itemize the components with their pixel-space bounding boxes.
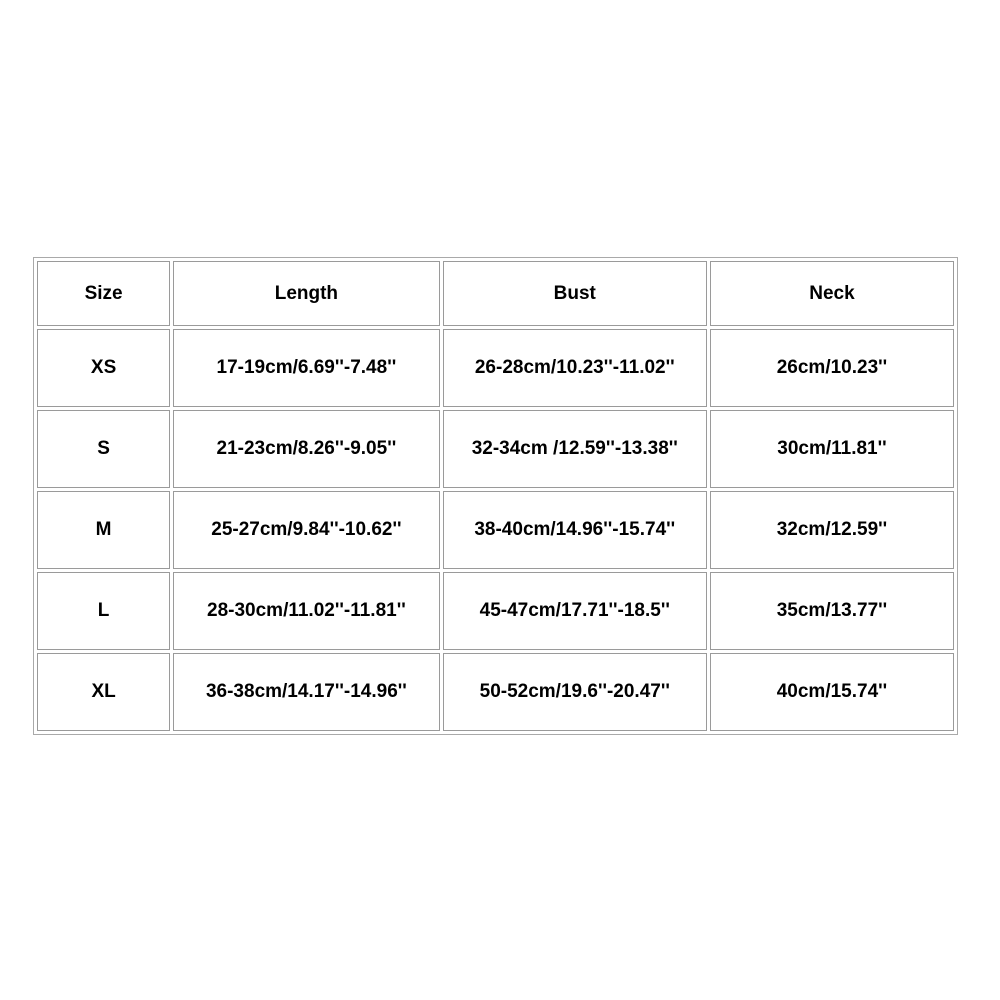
bust-cell: 50-52cm/19.6''-20.47'' [443, 653, 707, 731]
size-cell: L [37, 572, 170, 650]
header-neck: Neck [710, 261, 954, 326]
bust-cell: 26-28cm/10.23''-11.02'' [443, 329, 707, 407]
neck-cell: 35cm/13.77'' [710, 572, 954, 650]
size-cell: XS [37, 329, 170, 407]
header-size: Size [37, 261, 170, 326]
length-cell: 25-27cm/9.84''-10.62'' [173, 491, 439, 569]
neck-cell: 26cm/10.23'' [710, 329, 954, 407]
table-row [37, 653, 954, 731]
table-row [37, 410, 954, 488]
table-header-row [37, 261, 954, 326]
length-cell: 17-19cm/6.69''-7.48'' [173, 329, 439, 407]
size-cell: M [37, 491, 170, 569]
length-cell: 28-30cm/11.02''-11.81'' [173, 572, 439, 650]
neck-cell: 40cm/15.74'' [710, 653, 954, 731]
size-cell: S [37, 410, 170, 488]
length-cell: 36-38cm/14.17''-14.96'' [173, 653, 439, 731]
neck-cell: 30cm/11.81'' [710, 410, 954, 488]
size-cell: XL [37, 653, 170, 731]
table-row [37, 491, 954, 569]
bust-cell: 45-47cm/17.71''-18.5'' [443, 572, 707, 650]
length-cell: 21-23cm/8.26''-9.05'' [173, 410, 439, 488]
size-chart-table [33, 257, 958, 735]
neck-cell: 32cm/12.59'' [710, 491, 954, 569]
bust-cell: 38-40cm/14.96''-15.74'' [443, 491, 707, 569]
bust-cell: 32-34cm /12.59''-13.38'' [443, 410, 707, 488]
header-length: Length [173, 261, 439, 326]
header-bust: Bust [443, 261, 707, 326]
table-row [37, 572, 954, 650]
table-row [37, 329, 954, 407]
